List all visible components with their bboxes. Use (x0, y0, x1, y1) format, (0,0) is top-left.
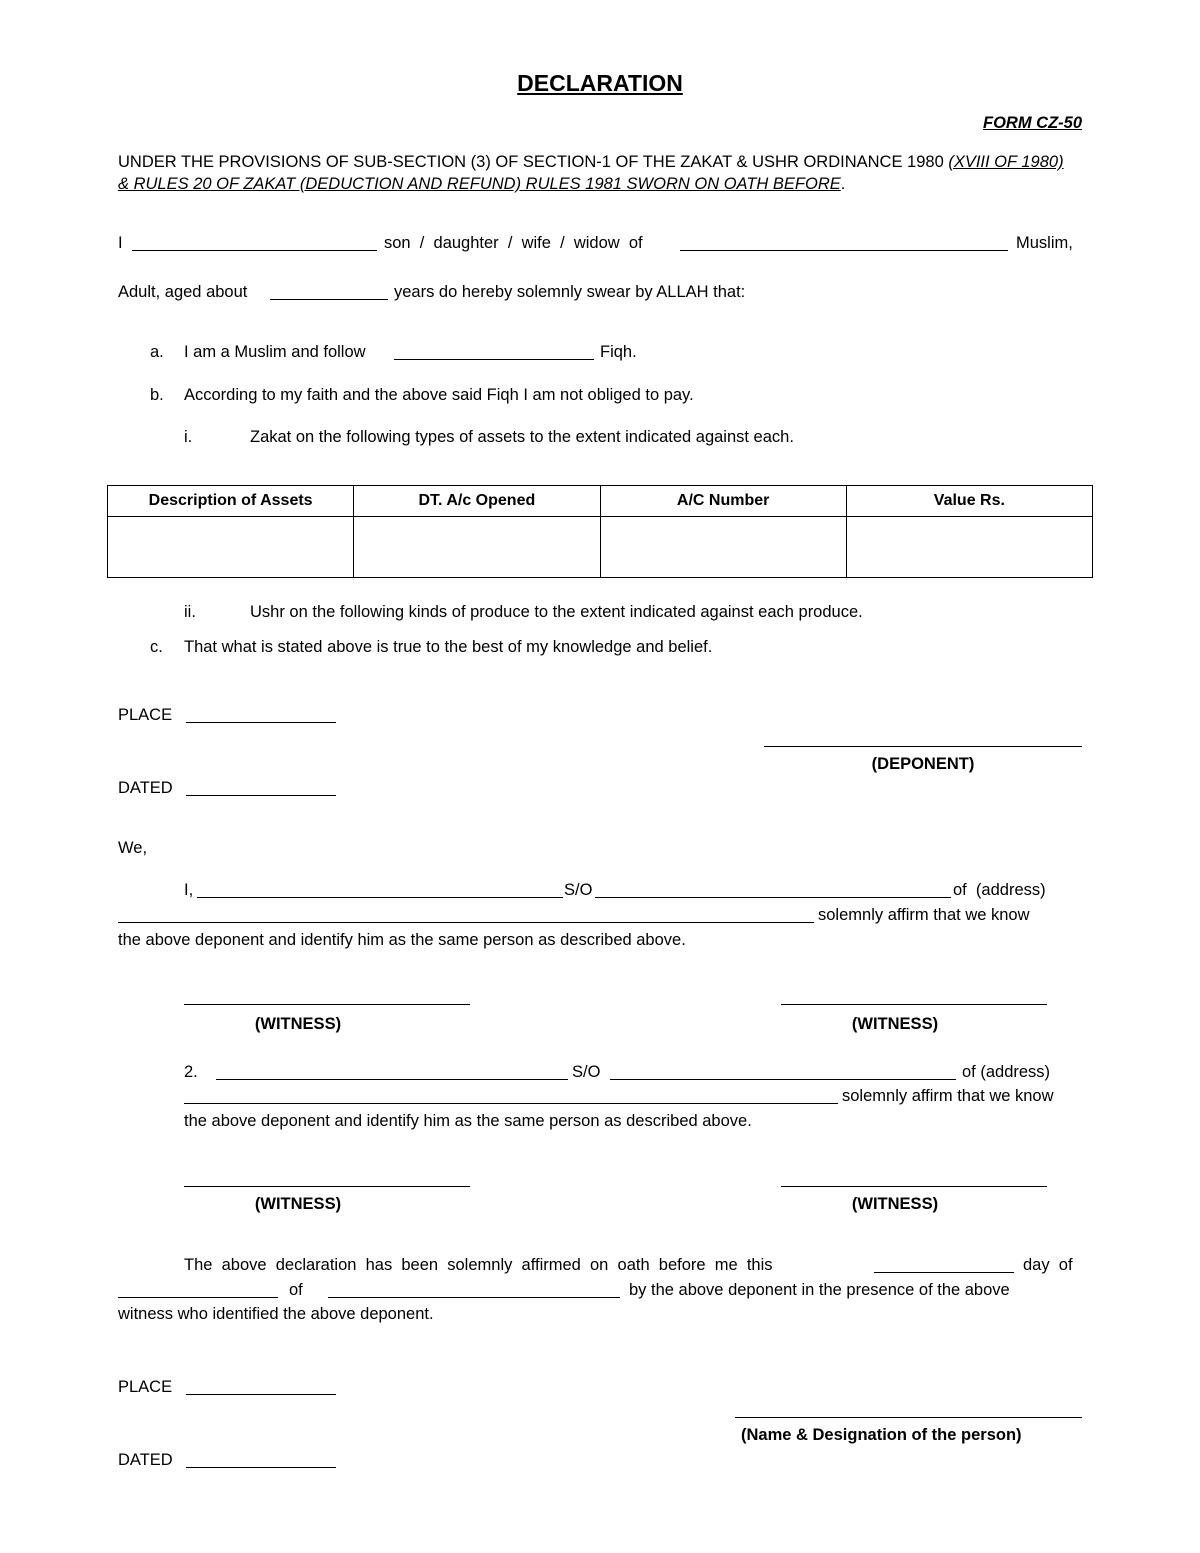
oath-part-2: by the above deponent in the presence of the above (629, 1281, 1010, 1299)
witness2-father-field[interactable] (610, 1079, 956, 1080)
witness1-so: S/O (564, 881, 593, 899)
deponent-label: (DEPONENT) (871, 755, 975, 773)
witness2-name-field[interactable] (216, 1079, 568, 1080)
intro-i: I (118, 234, 123, 252)
witness2-of-address: of (address) (962, 1063, 1051, 1081)
witness-label-1b: (WITNESS) (851, 1015, 939, 1033)
cell-ac-number[interactable] (600, 517, 846, 578)
place-field-1[interactable] (186, 722, 336, 723)
witness1-affirm: solemnly affirm that we know (818, 906, 1030, 924)
place-label-2: PLACE (118, 1378, 173, 1396)
witness2-identify: the above deponent and identify him as the same person as described above. (184, 1112, 752, 1130)
cell-date-opened[interactable] (354, 517, 600, 578)
oath-of: of (289, 1281, 303, 1299)
item-i-text: Zakat on the following types of assets to the extent indicated against each. (250, 428, 794, 446)
item-i-marker: i. (184, 428, 193, 446)
item-a-text: I am a Muslim and follow (184, 343, 366, 361)
witness-signature-line-2b[interactable] (781, 1186, 1047, 1187)
oath-year-field[interactable] (328, 1297, 620, 1298)
witness2-so: S/O (572, 1063, 601, 1081)
intro-relation: son / daughter / wife / widow of (384, 234, 643, 252)
intro-adult: Adult, aged about (118, 283, 248, 301)
oath-day-field[interactable] (874, 1272, 1014, 1273)
item-b-text: According to my faith and the above said Fiqh I am not obliged to pay. (184, 386, 694, 404)
place-field-2[interactable] (186, 1394, 336, 1395)
place-label-1: PLACE (118, 706, 173, 724)
page-title: DECLARATION (517, 70, 683, 96)
table-header-row (108, 486, 1093, 517)
name-field[interactable] (132, 250, 377, 251)
witness2-address-field[interactable] (184, 1103, 838, 1104)
witness-label-2b: (WITNESS) (851, 1195, 939, 1213)
table-row (108, 517, 1093, 578)
witness-label-2a: (WITNESS) (254, 1195, 342, 1213)
witness2-num: 2. (184, 1063, 198, 1081)
oath-part-3: witness who identified the above deponent. (118, 1305, 434, 1323)
witness-signature-line-1b[interactable] (781, 1004, 1047, 1005)
item-b-marker: b. (150, 386, 164, 404)
name-designation-label: (Name & Designation of the person) (741, 1426, 1022, 1444)
dated-label-2: DATED (118, 1451, 173, 1469)
preamble-line-1: UNDER THE PROVISIONS OF SUB-SECTION (3) OF SECTION-1 OF THE ZAKAT & USHR ORDINANCE 1980 (XVIII OF 1980) (118, 153, 1064, 171)
item-a-fiqh: Fiqh. (600, 343, 637, 361)
official-signature-line[interactable] (735, 1417, 1082, 1418)
cell-value[interactable] (846, 517, 1092, 578)
dated-field-2[interactable] (186, 1467, 336, 1468)
header-value: Value Rs. (846, 486, 1092, 517)
witness1-identify: the above deponent and identify him as the same person as described above. (118, 931, 686, 949)
header-date-opened: DT. A/c Opened (354, 486, 600, 517)
cell-description[interactable] (108, 517, 354, 578)
witness2-affirm: solemnly affirm that we know (842, 1087, 1054, 1105)
witness1-address-field[interactable] (118, 922, 814, 923)
header-description: Description of Assets (108, 486, 354, 517)
witness1-father-field[interactable] (595, 897, 951, 898)
intro-swear: years do hereby solemnly swear by ALLAH that: (394, 283, 746, 301)
witness1-of-address: of (address) (953, 881, 1046, 899)
item-ii-text: Ushr on the following kinds of produce to the extent indicated against each produce. (250, 603, 863, 621)
item-ii-marker: ii. (184, 603, 196, 621)
dated-field-1[interactable] (186, 795, 336, 796)
witness-signature-line-1a[interactable] (184, 1004, 470, 1005)
preamble-line-2: & RULES 20 OF ZAKAT (DEDUCTION AND REFUND) RULES 1981 SWORN ON OATH BEFORE. (118, 175, 846, 193)
intro-muslim: Muslim, (1016, 234, 1073, 252)
witness1-i: I, (184, 881, 194, 899)
we-label: We, (118, 839, 148, 857)
age-field[interactable] (270, 299, 388, 300)
form-number: FORM CZ-50 (983, 114, 1082, 132)
deponent-signature-line[interactable] (764, 746, 1082, 747)
dated-label-1: DATED (118, 779, 173, 797)
item-c-text: That what is stated above is true to the best of my knowledge and belief. (184, 638, 713, 656)
witness-signature-line-2a[interactable] (184, 1186, 470, 1187)
parent-name-field[interactable] (680, 250, 1008, 251)
oath-part-1: The above declaration has been solemnly affirmed on oath before me this (184, 1256, 773, 1274)
oath-month-field[interactable] (118, 1297, 278, 1298)
oath-day-of: day of (1023, 1256, 1073, 1274)
witness1-name-field[interactable] (197, 897, 563, 898)
witness-label-1a: (WITNESS) (254, 1015, 342, 1033)
fiqh-field[interactable] (394, 359, 594, 360)
item-c-marker: c. (150, 638, 163, 656)
item-a-marker: a. (150, 343, 164, 361)
header-ac-number: A/C Number (600, 486, 846, 517)
assets-table (107, 485, 1093, 578)
